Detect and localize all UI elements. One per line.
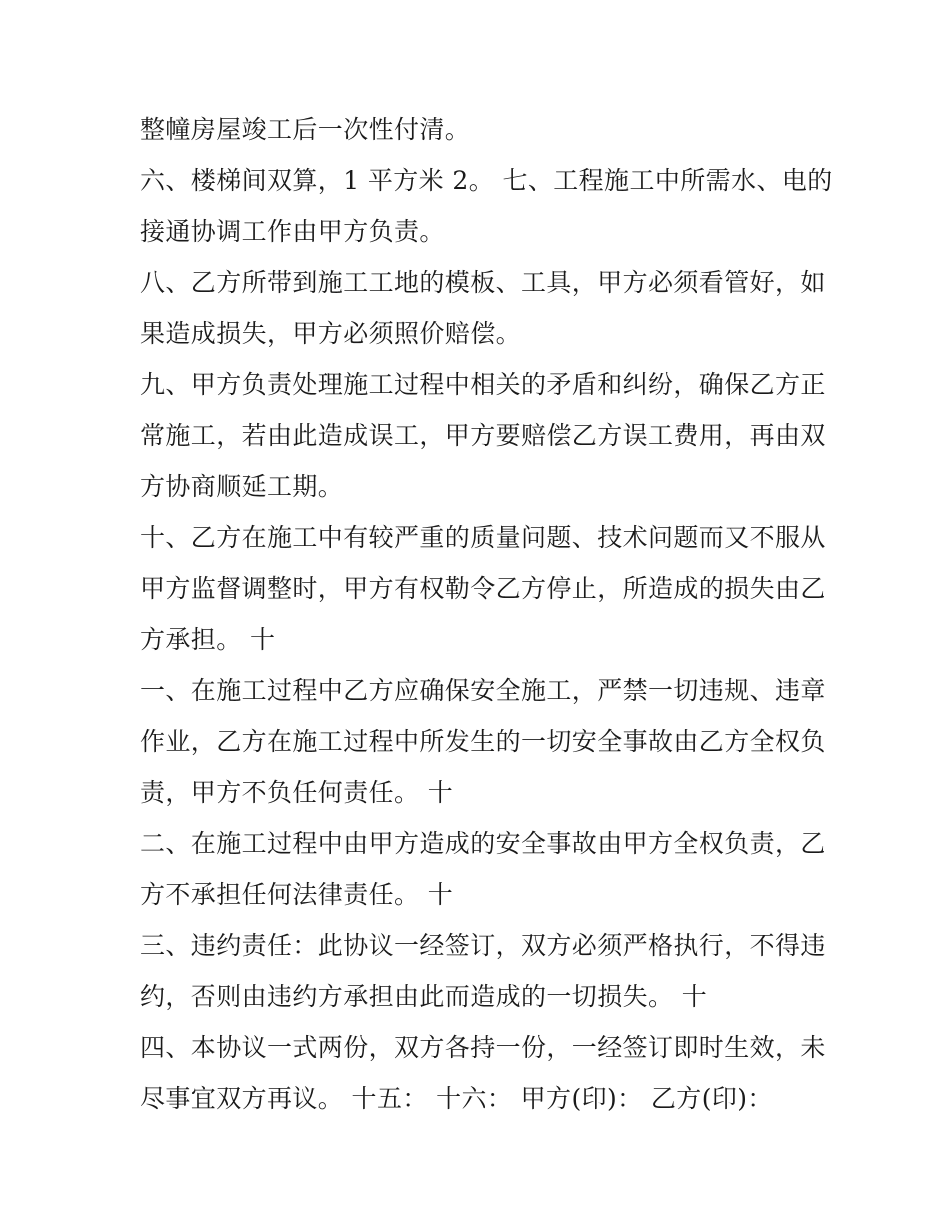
text-line: 十、乙方在施工中有较严重的质量问题、技术问题而又不服从 [140,523,826,552]
text-line: 果造成损失，甲方必须照价赔偿。 [140,319,522,348]
text-line: 作业，乙方在施工过程中所发生的一切安全事故由乙方全权负 [140,727,826,756]
text-line: 约，否则由违约方承担由此而造成的一切损失。 十 [140,982,708,1011]
text-line: 一、在施工过程中乙方应确保安全施工，严禁一切违规、违章 [140,676,826,705]
text-line: 方不承担任何法律责任。 十 [140,880,454,909]
contract-text [140,104,833,1124]
text-line: 四、本协议一式两份，双方各持一份，一经签订即时生效，未 [140,1033,826,1062]
text-line: 八、乙方所带到施工工地的模板、工具，甲方必须看管好，如 [140,268,826,297]
text-line: 责，甲方不负任何责任。 十 [140,778,454,807]
text-line: 六、楼梯间双算，1 平方米 2。 七、工程施工中所需水、电的 [140,166,833,195]
text-line: 常施工，若由此造成误工，甲方要赔偿乙方误工费用，再由双 [140,421,826,450]
text-line: 方承担。 十 [140,625,276,654]
text-line: 接通协调工作由甲方负责。 [140,217,445,246]
text-line: 甲方监督调整时，甲方有权勒令乙方停止，所造成的损失由乙 [140,574,826,603]
text-line: 方协商顺延工期。 [140,472,344,501]
text-line: 二、在施工过程中由甲方造成的安全事故由甲方全权负责，乙 [140,829,826,858]
text-line: 尽事宜双方再议。 十五： 十六： 甲方(印)： 乙方(印)： [140,1084,773,1113]
text-line: 九、甲方负责处理施工过程中相关的矛盾和纠纷，确保乙方正 [140,370,826,399]
text-line: 整幢房屋竣工后一次性付清。 [140,115,471,144]
text-line: 三、违约责任：此协议一经签订，双方必须严格执行，不得违 [140,931,826,960]
